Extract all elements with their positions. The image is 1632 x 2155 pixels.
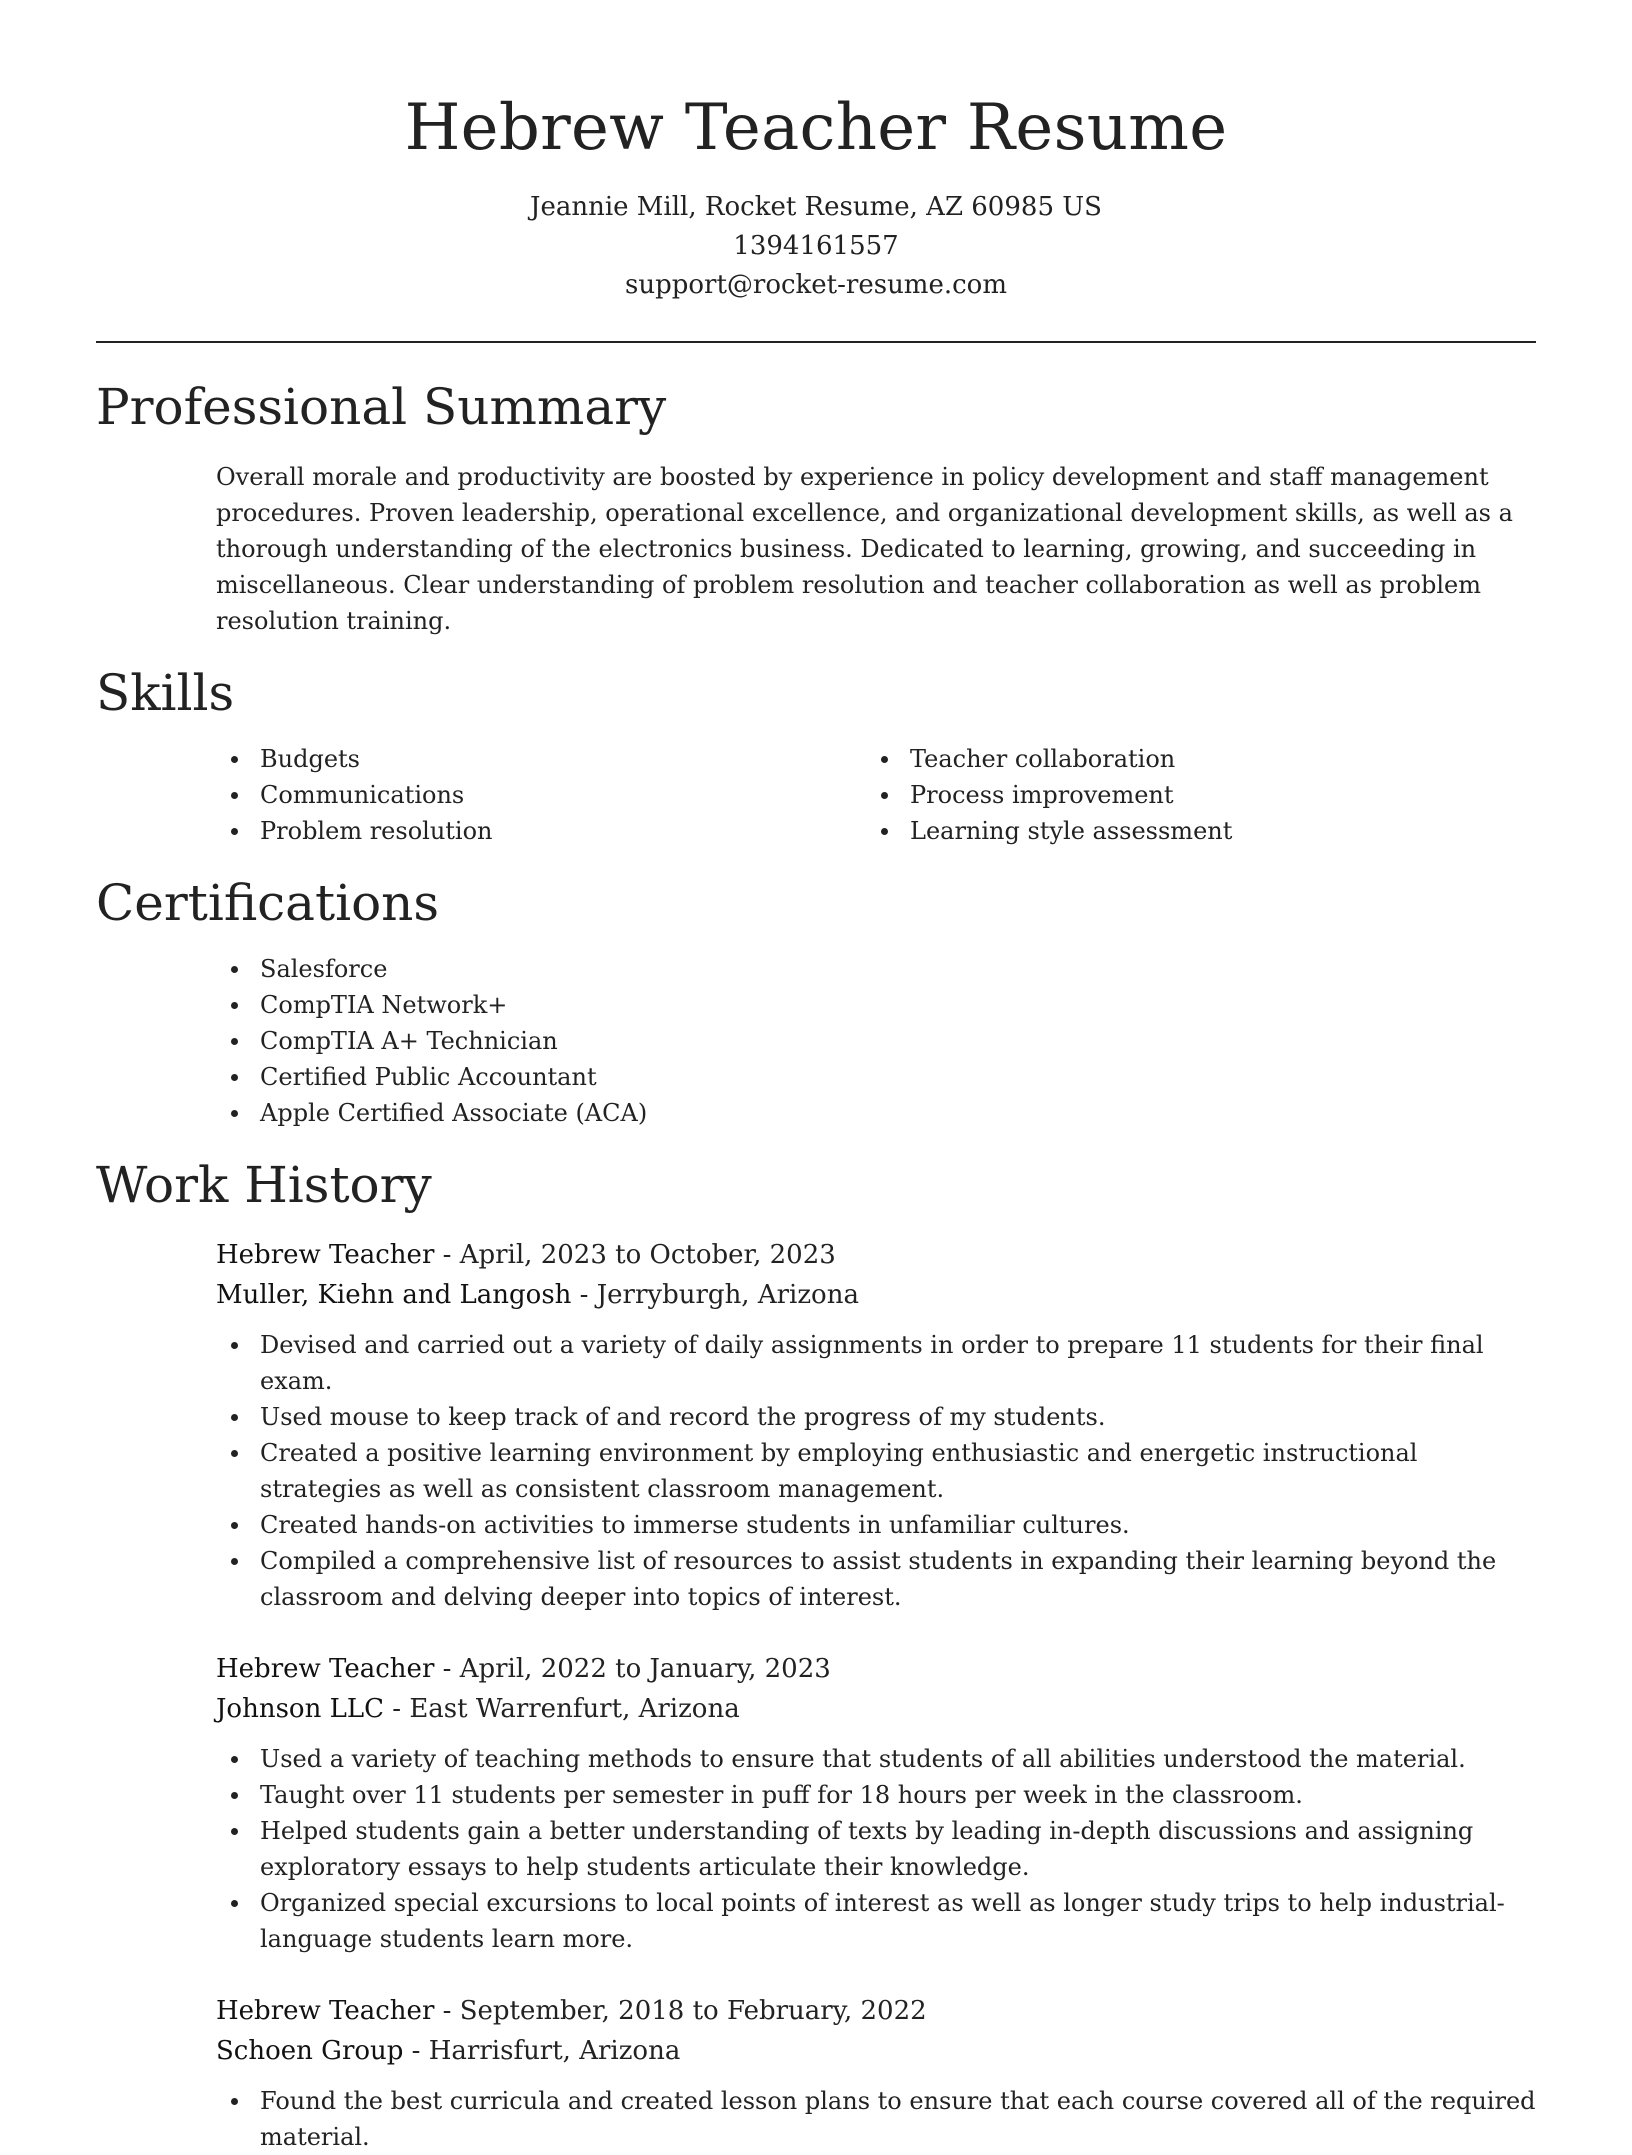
separator: - [571,1280,597,1310]
job-bullet-list [216,2083,1536,2155]
job-entry [216,1991,1536,2155]
certifications-heading: Certifications [96,874,440,932]
job-bullet: Used a variety of teaching methods to ensure that students of all abilities understood the material. [216,1741,1536,1777]
job-bullet: Devised and carried out a variety of daily assignments in order to prepare 11 students for their final exam. [216,1327,1536,1399]
job-bullet: Found the best curricula and created lesson plans to ensure that each course covered all of the required material. [216,2083,1536,2155]
resume-title: Hebrew Teacher Resume [404,91,1228,165]
job-location: Harrisfurt, Arizona [428,2036,681,2066]
separator: - [403,2036,429,2066]
skill-item: Teacher collaboration [866,741,1516,777]
job-company: Schoen Group [216,2036,404,2066]
contact-address: Jeannie Mill, Rocket Resume, AZ 60985 US [530,192,1102,222]
skill-item: Process improvement [866,777,1516,813]
job-title-line [216,1235,1536,1275]
separator: - [384,1694,410,1724]
job-company: Johnson LLC [216,1694,384,1724]
job-company-line [216,1275,1536,1315]
job-title-line [216,1649,1536,1689]
contact-phone: 1394161557 [733,231,899,261]
job-company-line [216,2031,1536,2071]
job-bullet: Created a positive learning environment by employing enthusiastic and energetic instructional strategies as well as consistent classroom management. [216,1435,1536,1507]
job-dates: April, 2023 to October, 2023 [459,1240,836,1270]
resume-header [96,0,1536,305]
header-divider [96,341,1536,343]
resume-page [96,0,1536,2155]
job-location: East Warrenfurt, Arizona [409,1694,740,1724]
job-bullet-list [216,1741,1536,1957]
certification-item: Certified Public Accountant [216,1059,1536,1095]
skill-item: Problem resolution [216,813,866,849]
job-bullet: Used mouse to keep track of and record the progress of my students. [216,1399,1536,1435]
job-bullet-list [216,1327,1536,1615]
job-company-line [216,1689,1536,1729]
certifications-section [96,871,1536,1131]
job-title: Hebrew Teacher [216,1240,435,1270]
job-entry [216,1649,1536,1957]
summary-text: Overall morale and productivity are boosted by experience in policy development and staff management procedures. Proven leadership, operational excellence, and organizational development skills, as well as a thorough understanding of the electronics business. Dedicated to learning, growing, and succeeding in miscellaneous. Clear understanding of problem resolution and teacher collaboration as well as problem resolution training. [216,463,1513,635]
job-bullet: Compiled a comprehensive list of resources to assist students in expanding their learning beyond the classroom and delving deeper into topics of interest. [216,1543,1536,1615]
skill-item: Communications [216,777,866,813]
skills-right-column [866,741,1516,849]
contact-email: support@rocket-resume.com [624,270,1007,300]
skills-left-column [216,741,866,849]
job-dates: September, 2018 to February, 2022 [459,1996,927,2026]
job-bullet: Organized special excursions to local points of interest as well as longer study trips to help industrial-language students learn more. [216,1885,1536,1957]
job-entry [216,1235,1536,1615]
job-location: Jerryburgh, Arizona [596,1280,859,1310]
skills-section [96,661,1536,849]
certifications-list [216,951,1536,1131]
skills-heading: Skills [96,664,235,722]
separator: - [434,1240,460,1270]
separator: - [434,1996,460,2026]
skill-item: Learning style assessment [866,813,1516,849]
separator: - [434,1654,460,1684]
summary-heading: Professional Summary [96,378,667,436]
work-history-section [96,1153,1536,2155]
certification-item: CompTIA Network+ [216,987,1536,1023]
skills-grid [216,741,1536,849]
certification-item: CompTIA A+ Technician [216,1023,1536,1059]
job-bullet: Created hands-on activities to immerse students in unfamiliar cultures. [216,1507,1536,1543]
job-title: Hebrew Teacher [216,1996,435,2026]
job-dates: April, 2022 to January, 2023 [459,1654,831,1684]
job-company: Muller, Kiehn and Langosh [216,1280,572,1310]
job-bullet: Taught over 11 students per semester in puff for 18 hours per week in the classroom. [216,1777,1536,1813]
certification-item: Salesforce [216,951,1536,987]
certification-item: Apple Certified Associate (ACA) [216,1095,1536,1131]
work-history-heading: Work History [96,1156,432,1214]
contact-block [96,188,1536,305]
job-title: Hebrew Teacher [216,1654,435,1684]
job-bullet: Helped students gain a better understanding of texts by leading in-depth discussions and assigning exploratory essays to help students articulate their knowledge. [216,1813,1536,1885]
skill-item: Budgets [216,741,866,777]
job-title-line [216,1991,1536,2031]
summary-section [96,375,1536,639]
